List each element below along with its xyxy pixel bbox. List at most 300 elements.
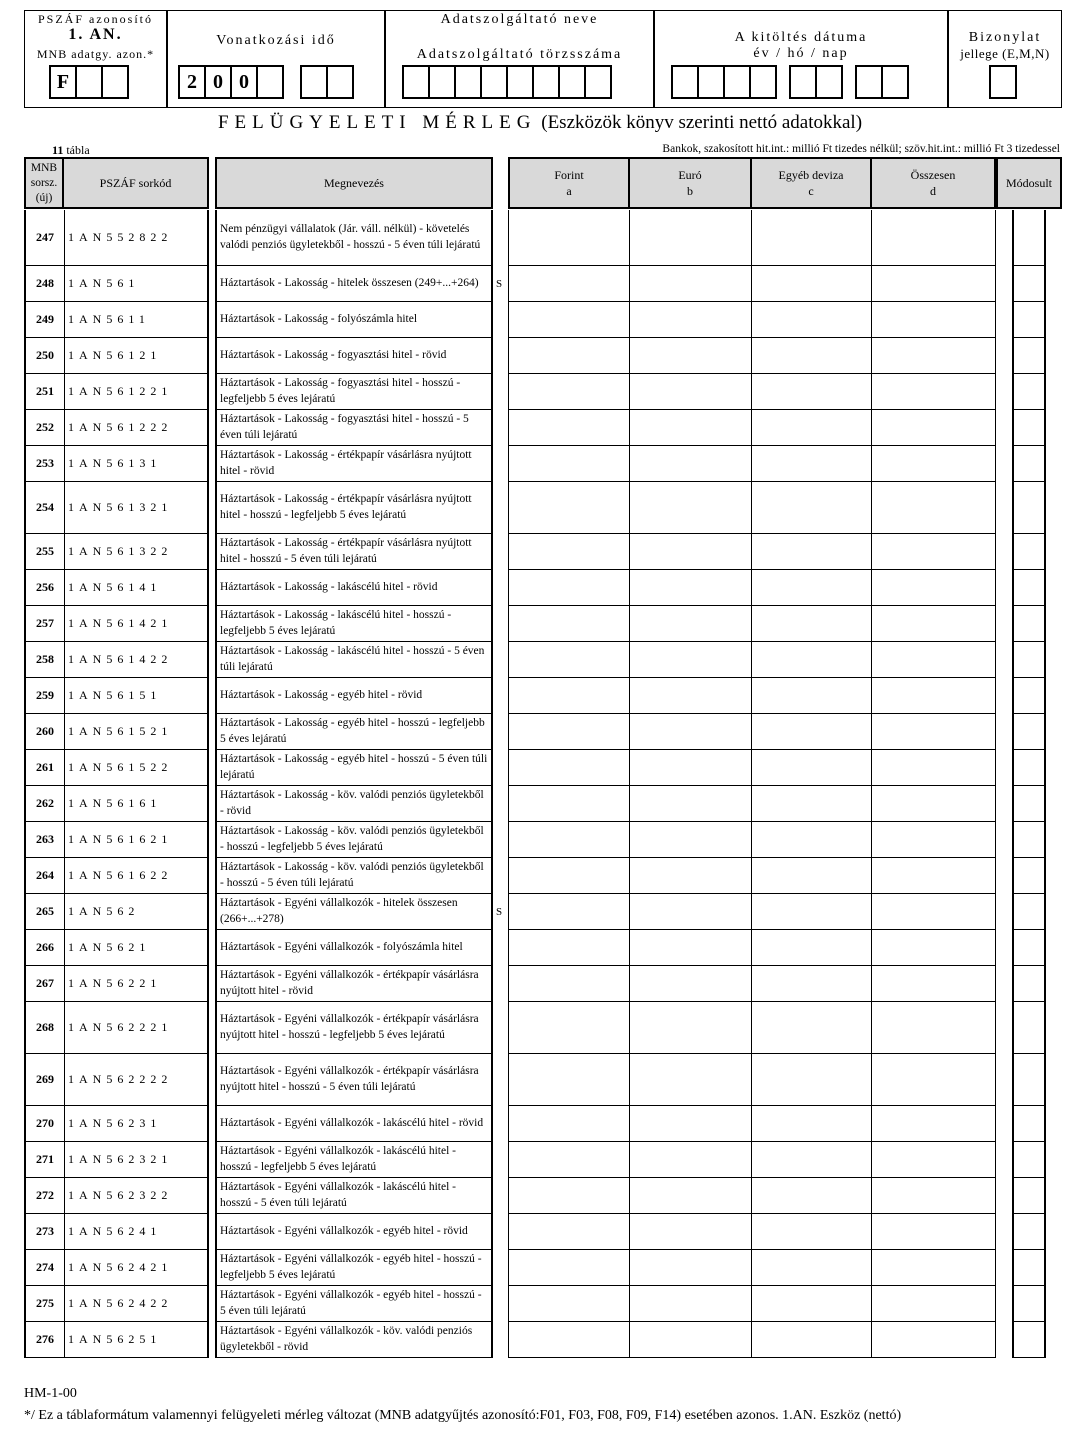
modosult-cell[interactable] xyxy=(1012,1250,1046,1286)
row-pszaf-code: 1AN561222 xyxy=(64,410,209,446)
egyeb-deviza-cell[interactable] xyxy=(752,1250,872,1286)
egyeb-deviza-cell[interactable] xyxy=(752,894,872,930)
row-description: Háztartások - Egyéni vállalkozók - értékpapír vásárlásra nyújtott hitel - hosszú - legfeljebb 5 éves lejáratú xyxy=(215,1002,493,1054)
modosult-cell[interactable] xyxy=(1012,642,1046,678)
euro-cell[interactable] xyxy=(630,446,752,482)
table-row xyxy=(24,302,1062,338)
forint-cell[interactable] xyxy=(508,606,630,642)
table-row xyxy=(24,930,1062,966)
row-sum-flag xyxy=(496,930,508,966)
forint-cell[interactable] xyxy=(508,750,630,786)
osszesen-cell[interactable] xyxy=(872,302,996,338)
bizonylat-cell[interactable] xyxy=(989,65,1017,99)
row-sum-flag xyxy=(496,966,508,1002)
osszesen-cell[interactable] xyxy=(872,606,996,642)
date-cell[interactable] xyxy=(855,65,883,99)
pszaf-label: PSZÁF azonosító xyxy=(37,12,153,26)
euro-cell[interactable] xyxy=(630,966,752,1002)
forint-cell[interactable] xyxy=(508,1214,630,1250)
row-description: Háztartások - Egyéni vállalkozók - egyéb hitel - rövid xyxy=(215,1214,493,1250)
euro-cell[interactable] xyxy=(630,338,752,374)
row-mnb-number: 254 xyxy=(24,482,64,534)
torzsszam-cell[interactable] xyxy=(506,65,534,99)
row-mnb-number: 264 xyxy=(24,858,64,894)
col-header-megnevezes-label: Megnevezés xyxy=(324,176,384,190)
modosult-cell[interactable] xyxy=(1012,210,1046,266)
torzsszam-cell[interactable] xyxy=(402,65,430,99)
egyeb-deviza-cell[interactable] xyxy=(752,266,872,302)
forint-cell[interactable] xyxy=(508,966,630,1002)
col-header-osszesen xyxy=(870,157,996,209)
modosult-cell[interactable] xyxy=(1012,786,1046,822)
egyeb-deviza-cell[interactable] xyxy=(752,1106,872,1142)
euro-cell[interactable] xyxy=(630,1178,752,1214)
row-pszaf-code: 1AN5621 xyxy=(64,930,209,966)
row-description: Háztartások - Egyéni vállalkozók - folyószámla hitel xyxy=(215,930,493,966)
row-description: Háztartások - Egyéni vállalkozók - köv. valódi penziós ügyletekből - rövid xyxy=(215,1322,493,1358)
osszesen-cell[interactable] xyxy=(872,930,996,966)
table-row xyxy=(24,338,1062,374)
row-sum-flag xyxy=(496,786,508,822)
modosult-cell[interactable] xyxy=(1012,1142,1046,1178)
row-mnb-number: 265 xyxy=(24,894,64,930)
row-sum-flag xyxy=(496,1054,508,1106)
forint-cell[interactable] xyxy=(508,1106,630,1142)
osszesen-cell[interactable] xyxy=(872,894,996,930)
row-pszaf-code: 1AN562321 xyxy=(64,1142,209,1178)
egyeb-deviza-cell[interactable] xyxy=(752,210,872,266)
row-sum-flag xyxy=(496,858,508,894)
egyeb-deviza-cell[interactable] xyxy=(752,822,872,858)
egyeb-deviza-cell[interactable] xyxy=(752,1286,872,1322)
table-row xyxy=(24,446,1062,482)
table-row xyxy=(24,642,1062,678)
modosult-cell[interactable] xyxy=(1012,966,1046,1002)
vonatkozasi-label: Vonatkozási idő xyxy=(216,33,336,48)
row-pszaf-code: 1AN56151 xyxy=(64,678,209,714)
egyeb-deviza-cell[interactable] xyxy=(752,338,872,374)
row-description: Háztartások - Egyéni vállalkozók - értékpapír vásárlásra nyújtott hitel - hosszú - 5 éven túli lejáratú xyxy=(215,1054,493,1106)
col-header-forint-sub: a xyxy=(566,184,572,198)
egyeb-deviza-cell[interactable] xyxy=(752,966,872,1002)
euro-cell[interactable] xyxy=(630,1142,752,1178)
euro-cell[interactable] xyxy=(630,210,752,266)
egyeb-deviza-cell[interactable] xyxy=(752,482,872,534)
year-digit-cell[interactable]: 0 xyxy=(204,65,232,99)
kitoltes-box xyxy=(654,10,948,108)
row-mnb-number: 269 xyxy=(24,1054,64,1106)
modosult-cell[interactable] xyxy=(1012,822,1046,858)
modosult-cell[interactable] xyxy=(1012,266,1046,302)
bizonylat-box xyxy=(948,10,1062,108)
row-sum-flag xyxy=(496,750,508,786)
col-header-euro-label: Euró xyxy=(678,168,702,182)
forint-cell[interactable] xyxy=(508,822,630,858)
forint-cell[interactable] xyxy=(508,714,630,750)
date-cell[interactable] xyxy=(881,65,909,99)
row-description: Háztartások - Egyéni vállalkozók - egyéb hitel - hosszú - legfeljebb 5 éves lejáratú xyxy=(215,1250,493,1286)
osszesen-cell[interactable] xyxy=(872,446,996,482)
osszesen-cell[interactable] xyxy=(872,210,996,266)
egyeb-deviza-cell[interactable] xyxy=(752,410,872,446)
osszesen-cell[interactable] xyxy=(872,534,996,570)
modosult-cell[interactable] xyxy=(1012,1322,1046,1358)
kitoltes-format-label: év / hó / nap xyxy=(753,46,849,61)
osszesen-cell[interactable] xyxy=(872,822,996,858)
euro-cell[interactable] xyxy=(630,570,752,606)
kitoltes-label: A kitöltés dátuma xyxy=(734,30,868,45)
euro-cell[interactable] xyxy=(630,714,752,750)
row-mnb-number: 258 xyxy=(24,642,64,678)
egyeb-deviza-cell[interactable] xyxy=(752,374,872,410)
table-row xyxy=(24,822,1062,858)
osszesen-cell[interactable] xyxy=(872,786,996,822)
torzsszam-cell[interactable] xyxy=(532,65,560,99)
euro-cell[interactable] xyxy=(630,642,752,678)
torzsszam-cell[interactable] xyxy=(428,65,456,99)
row-mnb-number: 270 xyxy=(24,1106,64,1142)
row-description: Háztartások - Egyéni vállalkozók - értékpapír vásárlásra nyújtott hitel - rövid xyxy=(215,966,493,1002)
modosult-cell[interactable] xyxy=(1012,1178,1046,1214)
euro-cell[interactable] xyxy=(630,858,752,894)
egyeb-deviza-cell[interactable] xyxy=(752,1322,872,1358)
row-sum-flag xyxy=(496,570,508,606)
row-description: Háztartások - Lakosság - lakáscélú hitel - hosszú - legfeljebb 5 éves lejáratú xyxy=(215,606,493,642)
modosult-cell[interactable] xyxy=(1012,1054,1046,1106)
modosult-cell[interactable] xyxy=(1012,482,1046,534)
forint-cell[interactable] xyxy=(508,894,630,930)
egyeb-deviza-cell[interactable] xyxy=(752,1214,872,1250)
row-pszaf-code: 1AN561321 xyxy=(64,482,209,534)
modosult-cell[interactable] xyxy=(1012,678,1046,714)
forint-cell[interactable] xyxy=(508,446,630,482)
mnb-id-cell[interactable] xyxy=(75,65,103,99)
row-pszaf-code: 1AN561 xyxy=(64,266,209,302)
forint-cell[interactable] xyxy=(508,374,630,410)
euro-cell[interactable] xyxy=(630,786,752,822)
row-mnb-number: 276 xyxy=(24,1322,64,1358)
table-row xyxy=(24,1214,1062,1250)
form-header xyxy=(24,10,1062,110)
row-mnb-number: 251 xyxy=(24,374,64,410)
osszesen-cell[interactable] xyxy=(872,858,996,894)
table-row xyxy=(24,750,1062,786)
egyeb-deviza-cell[interactable] xyxy=(752,786,872,822)
row-pszaf-code: 1AN561421 xyxy=(64,606,209,642)
modosult-cell[interactable] xyxy=(1012,714,1046,750)
modosult-cell[interactable] xyxy=(1012,1286,1046,1322)
forint-cell[interactable] xyxy=(508,642,630,678)
egyeb-deviza-cell[interactable] xyxy=(752,750,872,786)
title-main: FELÜGYELETI MÉRLEG xyxy=(217,112,537,133)
row-sum-flag xyxy=(496,678,508,714)
modosult-cell[interactable] xyxy=(1012,750,1046,786)
osszesen-cell[interactable] xyxy=(872,1054,996,1106)
modosult-cell[interactable] xyxy=(1012,410,1046,446)
table-row xyxy=(24,606,1062,642)
forint-cell[interactable] xyxy=(508,302,630,338)
egyeb-deviza-cell[interactable] xyxy=(752,714,872,750)
osszesen-cell[interactable] xyxy=(872,1002,996,1054)
row-description: Háztartások - Lakosság - köv. valódi penziós ügyletekből - hosszú - 5 éven túli lejáratú xyxy=(215,858,493,894)
year-digit-cell[interactable]: 2 xyxy=(178,65,206,99)
mnb-id-cell[interactable] xyxy=(101,65,129,99)
col-header-modosult xyxy=(996,157,1062,209)
table-row xyxy=(24,570,1062,606)
osszesen-cell[interactable] xyxy=(872,966,996,1002)
row-sum-flag xyxy=(496,482,508,534)
date-cell[interactable] xyxy=(723,65,751,99)
vonatkozasi-box xyxy=(167,10,385,108)
egyeb-deviza-cell[interactable] xyxy=(752,446,872,482)
forint-cell[interactable] xyxy=(508,1178,630,1214)
col-header-forint-label: Forint xyxy=(554,168,584,182)
egyeb-deviza-cell[interactable] xyxy=(752,534,872,570)
osszesen-cell[interactable] xyxy=(872,266,996,302)
row-pszaf-code: 1AN56221 xyxy=(64,966,209,1002)
euro-cell[interactable] xyxy=(630,930,752,966)
row-mnb-number: 260 xyxy=(24,714,64,750)
pszaf-box xyxy=(24,10,167,108)
euro-cell[interactable] xyxy=(630,1214,752,1250)
forint-cell[interactable] xyxy=(508,570,630,606)
date-cell[interactable] xyxy=(815,65,843,99)
forint-cell[interactable] xyxy=(508,410,630,446)
row-sum-flag xyxy=(496,822,508,858)
row-sum-flag: S xyxy=(496,906,503,918)
euro-cell[interactable] xyxy=(630,410,752,446)
egyeb-deviza-cell[interactable] xyxy=(752,606,872,642)
euro-cell[interactable] xyxy=(630,1054,752,1106)
table-row xyxy=(24,482,1062,534)
table-number xyxy=(52,143,90,158)
row-pszaf-code: 1AN561422 xyxy=(64,642,209,678)
row-description: Háztartások - Egyéni vállalkozók - lakáscélú hitel - hosszú - 5 éven túli lejáratú xyxy=(215,1178,493,1214)
forint-cell[interactable] xyxy=(508,930,630,966)
row-pszaf-code: 1AN5611 xyxy=(64,302,209,338)
euro-cell[interactable] xyxy=(630,822,752,858)
modosult-cell[interactable] xyxy=(1012,1106,1046,1142)
egyeb-deviza-cell[interactable] xyxy=(752,678,872,714)
row-description: Háztartások - Lakosság - értékpapír vásárlásra nyújtott hitel - hosszú - legfeljebb 5 éves lejáratú xyxy=(215,482,493,534)
euro-cell[interactable] xyxy=(630,894,752,930)
egyeb-deviza-cell[interactable] xyxy=(752,1002,872,1054)
date-cell[interactable] xyxy=(671,65,699,99)
forint-cell[interactable] xyxy=(508,1250,630,1286)
row-description: Háztartások - Lakosság - egyéb hitel - hosszú - 5 éven túli lejáratú xyxy=(215,750,493,786)
adatszolgaltato-name-label: Adatszolgáltató neve xyxy=(440,12,599,27)
col-header-egyeb xyxy=(750,157,872,209)
row-pszaf-code: 1AN561322 xyxy=(64,534,209,570)
euro-cell[interactable] xyxy=(630,678,752,714)
euro-cell[interactable] xyxy=(630,1250,752,1286)
col-header-megnevezes xyxy=(215,157,493,209)
row-description: Háztartások - Lakosság - köv. valódi penziós ügyletekből - rövid xyxy=(215,786,493,822)
osszesen-cell[interactable] xyxy=(872,1250,996,1286)
modosult-cell[interactable] xyxy=(1012,570,1046,606)
table-row xyxy=(24,534,1062,570)
form-code: HM-1-00 xyxy=(24,1386,77,1401)
osszesen-cell[interactable] xyxy=(872,482,996,534)
osszesen-cell[interactable] xyxy=(872,1106,996,1142)
col-header-osszesen-sub: d xyxy=(930,184,936,198)
osszesen-cell[interactable] xyxy=(872,1178,996,1214)
row-pszaf-code: 1AN561621 xyxy=(64,822,209,858)
month-digit-cell[interactable] xyxy=(326,65,354,99)
osszesen-cell[interactable] xyxy=(872,642,996,678)
forint-cell[interactable] xyxy=(508,1286,630,1322)
row-sum-flag xyxy=(496,302,508,338)
modosult-cell[interactable] xyxy=(1012,534,1046,570)
egyeb-deviza-cell[interactable] xyxy=(752,570,872,606)
osszesen-cell[interactable] xyxy=(872,1214,996,1250)
forint-cell[interactable] xyxy=(508,678,630,714)
row-mnb-number: 256 xyxy=(24,570,64,606)
col-header-euro xyxy=(628,157,752,209)
modosult-cell[interactable] xyxy=(1012,930,1046,966)
modosult-cell[interactable] xyxy=(1012,606,1046,642)
modosult-cell[interactable] xyxy=(1012,894,1046,930)
forint-cell[interactable] xyxy=(508,338,630,374)
forint-cell[interactable] xyxy=(508,210,630,266)
row-pszaf-code: 1AN561221 xyxy=(64,374,209,410)
euro-cell[interactable] xyxy=(630,374,752,410)
osszesen-cell[interactable] xyxy=(872,750,996,786)
date-cell[interactable] xyxy=(697,65,725,99)
row-sum-flag xyxy=(496,1178,508,1214)
col-header-egyeb-sub: c xyxy=(808,184,814,198)
row-mnb-number: 268 xyxy=(24,1002,64,1054)
forint-cell[interactable] xyxy=(508,786,630,822)
osszesen-cell[interactable] xyxy=(872,1322,996,1358)
euro-cell[interactable] xyxy=(630,1286,752,1322)
egyeb-deviza-cell[interactable] xyxy=(752,1054,872,1106)
row-sum-flag xyxy=(496,338,508,374)
table-row xyxy=(24,1322,1062,1358)
euro-cell[interactable] xyxy=(630,302,752,338)
egyeb-deviza-cell[interactable] xyxy=(752,1178,872,1214)
osszesen-cell[interactable] xyxy=(872,570,996,606)
forint-cell[interactable] xyxy=(508,1054,630,1106)
row-sum-flag xyxy=(496,642,508,678)
table-number-word: tábla xyxy=(66,143,90,157)
egyeb-deviza-cell[interactable] xyxy=(752,642,872,678)
forint-cell[interactable] xyxy=(508,1142,630,1178)
row-sum-flag xyxy=(496,446,508,482)
row-sum-flag: S xyxy=(496,278,503,290)
row-mnb-number: 248 xyxy=(24,266,64,302)
row-mnb-number: 266 xyxy=(24,930,64,966)
euro-cell[interactable] xyxy=(630,534,752,570)
table-row xyxy=(24,786,1062,822)
table-row xyxy=(24,1286,1062,1322)
bizonylat-label: Bizonylat xyxy=(968,30,1042,45)
torzsszam-cell[interactable] xyxy=(454,65,482,99)
modosult-cell[interactable] xyxy=(1012,338,1046,374)
table-row xyxy=(24,678,1062,714)
forint-cell[interactable] xyxy=(508,266,630,302)
col-header-pszaf-label: PSZÁF sorkód xyxy=(99,176,172,190)
mnb-id-cell[interactable]: F xyxy=(49,65,77,99)
table-row xyxy=(24,410,1062,446)
egyeb-deviza-cell[interactable] xyxy=(752,858,872,894)
col-header-mnb-line1: MNB xyxy=(30,161,58,174)
row-sum-flag xyxy=(496,1214,508,1250)
table-row xyxy=(24,1142,1062,1178)
forint-cell[interactable] xyxy=(508,534,630,570)
osszesen-cell[interactable] xyxy=(872,374,996,410)
row-sum-flag xyxy=(496,1250,508,1286)
row-description: Háztartások - Lakosság - lakáscélú hitel - hosszú - 5 éven túli lejáratú xyxy=(215,642,493,678)
osszesen-cell[interactable] xyxy=(872,1286,996,1322)
euro-cell[interactable] xyxy=(630,750,752,786)
osszesen-cell[interactable] xyxy=(872,1142,996,1178)
row-description: Háztartások - Lakosság - folyószámla hitel xyxy=(215,302,493,338)
euro-cell[interactable] xyxy=(630,482,752,534)
osszesen-cell[interactable] xyxy=(872,410,996,446)
year-digit-cell[interactable]: 0 xyxy=(230,65,258,99)
row-description: Háztartások - Lakosság - értékpapír vásárlásra nyújtott hitel - hosszú - 5 éven túli lejáratú xyxy=(215,534,493,570)
col-header-mnb xyxy=(24,157,64,209)
euro-cell[interactable] xyxy=(630,266,752,302)
osszesen-cell[interactable] xyxy=(872,714,996,750)
forint-cell[interactable] xyxy=(508,1322,630,1358)
euro-cell[interactable] xyxy=(630,1106,752,1142)
row-pszaf-code: 1AN56161 xyxy=(64,786,209,822)
date-cell[interactable] xyxy=(749,65,777,99)
row-mnb-number: 259 xyxy=(24,678,64,714)
form-id: 1. AN. xyxy=(68,26,123,43)
euro-cell[interactable] xyxy=(630,606,752,642)
osszesen-cell[interactable] xyxy=(872,678,996,714)
torzsszam-cell[interactable] xyxy=(584,65,612,99)
month-digit-cell[interactable] xyxy=(300,65,328,99)
table-row xyxy=(24,966,1062,1002)
row-pszaf-code: 1AN562222 xyxy=(64,1054,209,1106)
year-digit-cell[interactable] xyxy=(256,65,284,99)
row-description: Nem pénzügyi vállalatok (Jár. váll. nélkül) - követelés valódi penziós ügyletekből - hosszú - 5 éven túli lejáratú xyxy=(215,210,493,266)
modosult-cell[interactable] xyxy=(1012,1214,1046,1250)
row-pszaf-code: 1AN562322 xyxy=(64,1178,209,1214)
table-row xyxy=(24,210,1062,266)
egyeb-deviza-cell[interactable] xyxy=(752,1142,872,1178)
row-sum-flag xyxy=(496,410,508,446)
osszesen-cell[interactable] xyxy=(872,338,996,374)
row-mnb-number: 275 xyxy=(24,1286,64,1322)
euro-cell[interactable] xyxy=(630,1322,752,1358)
row-sum-flag xyxy=(496,1322,508,1358)
year-boxes xyxy=(178,65,352,99)
modosult-cell[interactable] xyxy=(1012,858,1046,894)
forint-cell[interactable] xyxy=(508,1002,630,1054)
table-row xyxy=(24,1250,1062,1286)
page-title xyxy=(0,112,1080,134)
modosult-cell[interactable] xyxy=(1012,1002,1046,1054)
row-mnb-number: 261 xyxy=(24,750,64,786)
euro-cell[interactable] xyxy=(630,1002,752,1054)
egyeb-deviza-cell[interactable] xyxy=(752,302,872,338)
modosult-cell[interactable] xyxy=(1012,302,1046,338)
modosult-cell[interactable] xyxy=(1012,446,1046,482)
forint-cell[interactable] xyxy=(508,858,630,894)
date-cell[interactable] xyxy=(789,65,817,99)
egyeb-deviza-cell[interactable] xyxy=(752,930,872,966)
torzsszam-cell[interactable] xyxy=(558,65,586,99)
forint-cell[interactable] xyxy=(508,482,630,534)
row-pszaf-code: 1AN56131 xyxy=(64,446,209,482)
modosult-cell[interactable] xyxy=(1012,374,1046,410)
torzsszam-cell[interactable] xyxy=(480,65,508,99)
